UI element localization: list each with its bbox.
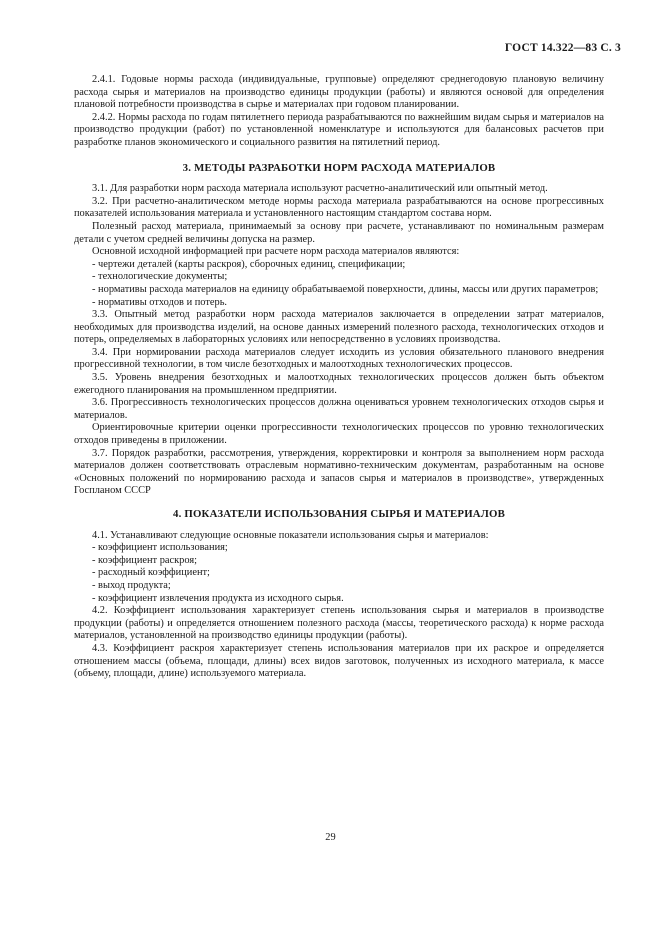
list-item-extraction-coefficient: - коэффициент извлечения продукта из исходного сырья.: [92, 592, 344, 604]
paragraph-4-2: 4.2. Коэффициент использования характеризует степень использования сырья и материалов в производстве продукции (работы) и определяется отношением полезного расхода (массы, теоретического расхода) к норме расхода материалов, установленной на производство единицы продукции (работы).: [74, 605, 604, 642]
section-heading-3: 3. МЕТОДЫ РАЗРАБОТКИ НОРМ РАСХОДА МАТЕРИАЛОВ: [182, 161, 496, 174]
paragraph-source-info: Основной исходной информацией при расчете норм расхода материалов являются:: [92, 246, 460, 258]
paragraph-2-4-1: 2.4.1. Годовые нормы расхода (индивидуальные, групповые) определяют среднегодовую плановую величину расхода сырья и материалов на производство единицы продукции (работы) и являются основой для определения плановой потребности производства в сырье и материалах при годовом планировании.: [74, 74, 604, 111]
paragraph-3-5: 3.5. Уровень внедрения безотходных и малоотходных технологических процессов должен быть объектом ежегодного планирования на промышленном предприятии.: [74, 372, 604, 396]
paragraph-useful-consumption: Полезный расход материала, принимаемый за основу при расчете, устанавливают по номинальным размерам детали с учетом средней величины допуска на размер.: [74, 220, 604, 245]
paragraph-3-2: 3.2. При расчетно-аналитическом методе нормы расхода материала разрабатываются на основе прогрессивных показателей использования материала и установленного настоящим стандартом состава норм.: [74, 195, 604, 220]
paragraph-3-7: 3.7. Порядок разработки, рассмотрения, утверждения, корректировки и контроля за выполнением норм расхода материалов должен соответствовать отраслевым нормативно-техническим документам, разработанным на основе «Основных положений по нормированию расхода и запасов сырья и материалов в производстве», утвержденных Госпланом СССР: [74, 447, 604, 497]
list-item-waste-norms: - нормативы отходов и потерь.: [92, 296, 228, 308]
paragraph-3-4: 3.4. При нормировании расхода материалов следует исходить из условия обязательного планового внедрения прогрессивной технологии, в том числе безотходных и малоотходных технологических процессов.: [74, 346, 604, 371]
paragraph-4-3: 4.3. Коэффициент раскроя характеризует степень использования материалов при их раскрое и определяется отношением массы (объема, площади, длины) всех видов заготовок, полученных из исходного материала, к массе (объему, площади, длине) используемого материала.: [74, 642, 604, 680]
list-item-consumption-norms: - нормативы расхода материалов на единицу обрабатываемой поверхности, длины, массы или других параметров;: [92, 283, 599, 295]
paragraph-3-3: 3.3. Опытный метод разработки норм расхода материалов заключается в определении затрат материалов, необходимых для производства изделий, на основе данных измерений полезного расхода, технологических отходов и потерь, определяемых в лабораторных условиях или непосредственно в условиях производства.: [74, 309, 604, 346]
paragraph-4-1: 4.1. Устанавливают следующие основные показатели использования сырья и материалов:: [92, 529, 489, 541]
page-header: ГОСТ 14.322—83 С. 3: [504, 42, 621, 54]
paragraph-3-6: 3.6. Прогрессивность технологических процессов должна оцениваться уровнем технологических отходов сырья и материалов.: [74, 397, 604, 421]
list-item-product-yield: - выход продукта;: [92, 579, 171, 591]
paragraph-3-1: 3.1. Для разработки норм расхода материала используют расчетно-аналитический или опытный метод.: [92, 183, 548, 195]
list-item-tech-docs: - технологические документы;: [92, 271, 228, 283]
paragraph-2-4-2: 2.4.2. Нормы расхода по годам пятилетнего периода разрабатываются по важнейшим видам сырья и материалов на производство продукции (работ) по установленной номенклатуре и используются для балансовых расчетов при разработке планов экономического и социального развития на пятилетний период.: [74, 111, 604, 148]
list-item-drawings: - чертежи деталей (карты раскроя), сборочных единиц, спецификации;: [92, 258, 406, 270]
page-number: 29: [325, 832, 336, 843]
paragraph-criteria: Ориентировочные критерии оценки прогрессивности технологических процессов по уровню технологических отходов приведены в приложении.: [74, 422, 604, 447]
list-item-consumption-coefficient: - расходный коэффициент;: [92, 567, 210, 579]
list-item-usage-coefficient: - коэффициент использования;: [92, 542, 228, 554]
list-item-cutting-coefficient: - коэффициент раскроя;: [92, 554, 198, 566]
section-heading-4: 4. ПОКАЗАТЕЛИ ИСПОЛЬЗОВАНИЯ СЫРЬЯ И МАТЕРИАЛОВ: [172, 508, 506, 520]
document-body: [74, 74, 604, 681]
